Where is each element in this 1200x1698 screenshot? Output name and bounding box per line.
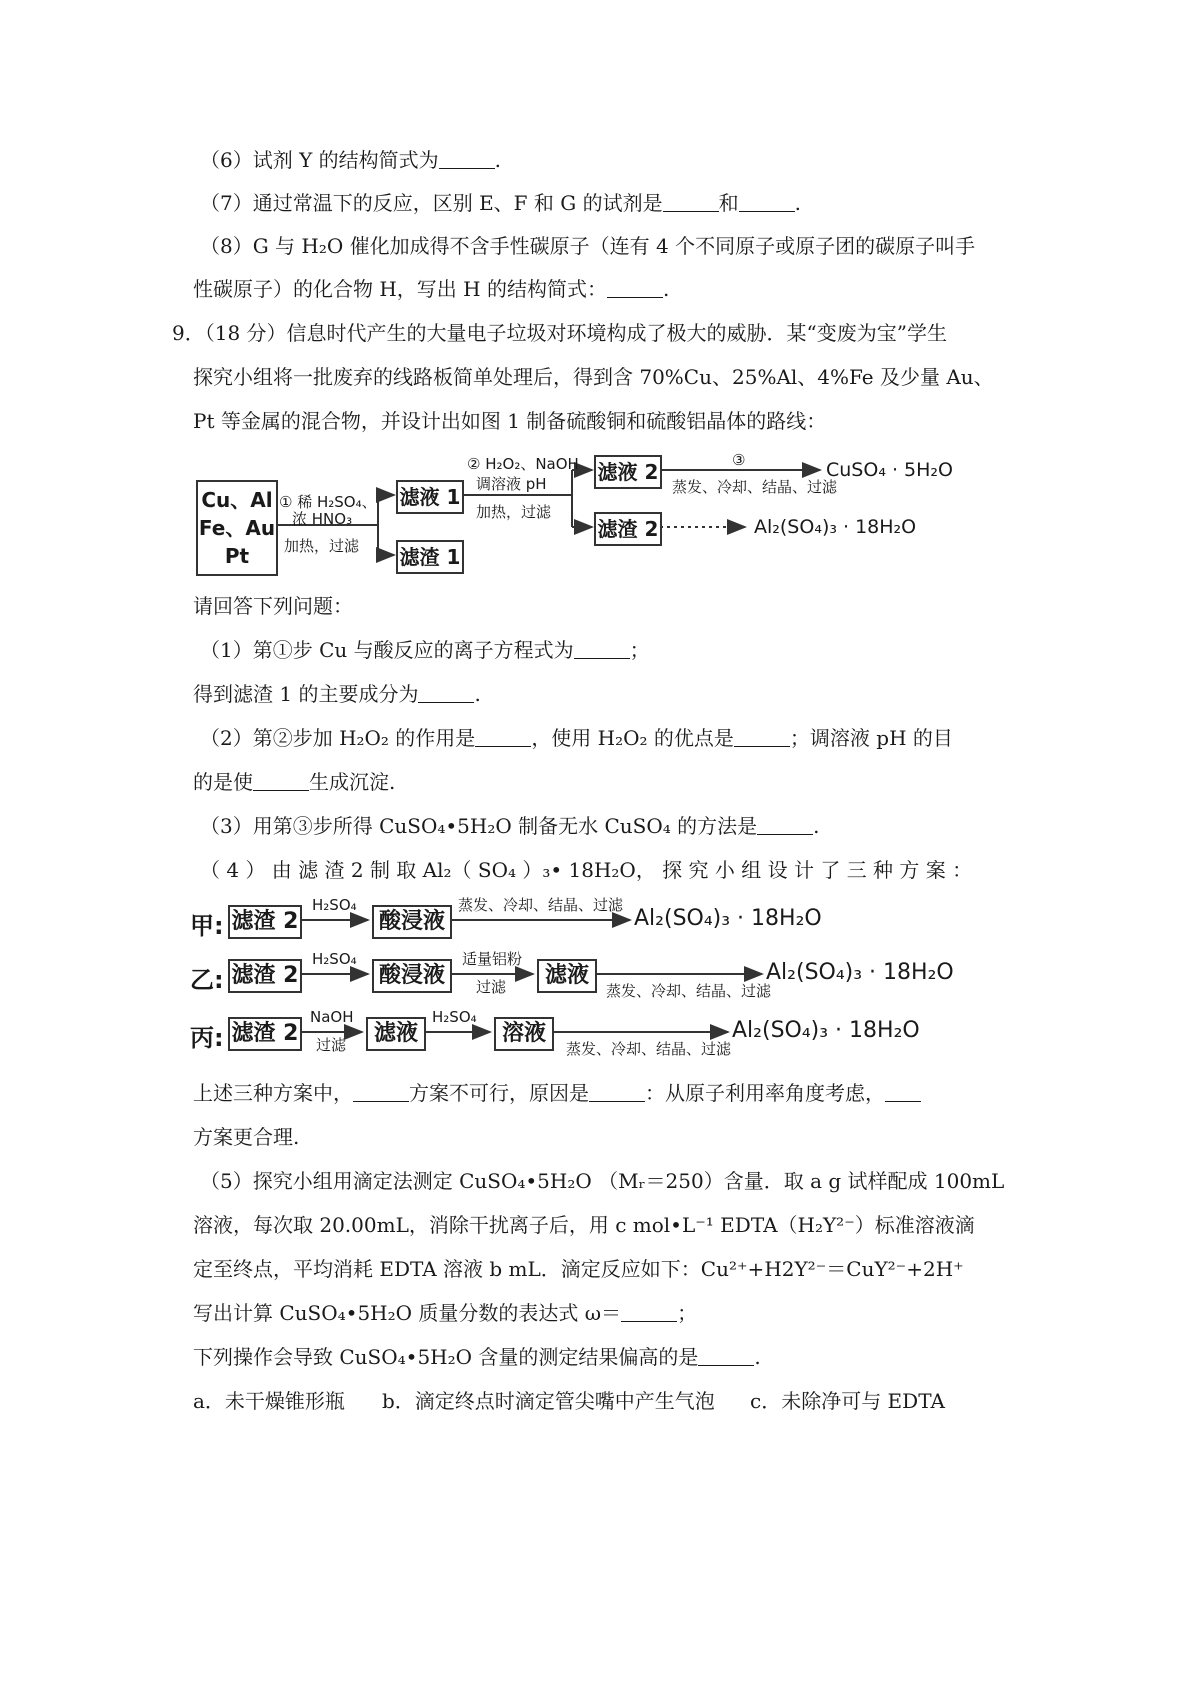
scheme-a-label: 甲: — [190, 912, 224, 940]
p4b-line-2: 方案更合理. — [193, 1125, 300, 1149]
p5-line-a: （5）探究小组用滴定法测定 CuSO₄•5H₂O （Mᵣ＝250）含量．取 a g 试样配成 100mL — [200, 1169, 1005, 1193]
step2-condition: 加热，过滤 — [476, 503, 552, 521]
scheme-c-reagent2: H₂SO₄ — [432, 1008, 477, 1026]
start-materials-box: Cu、Al Fe、Au Pt — [196, 480, 278, 576]
product-cuso4: CuSO₄ · 5H₂O — [826, 459, 954, 481]
p4b-line: 上述三种方案中， 方案不可行，原因是 ：从原子利用率角度考虑， — [193, 1080, 921, 1106]
scheme-c-box3: 溶液 — [494, 1017, 554, 1051]
scheme-a-product: Al₂(SO₄)₃ · 18H₂O — [634, 906, 822, 931]
p4-line: （ 4 ） 由 滤 渣 2 制 取 Al₂（ SO₄ ）₃• 18H₂O， 探 究 小 组 设 计 了 三 种 方 案 ： — [200, 858, 973, 882]
filtrate-2-box: 滤液 2 — [594, 455, 662, 489]
scheme-a-box2: 酸浸液 — [372, 905, 452, 939]
q8-line1: （8）G 与 H₂O 催化加成得不含手性碳原子（连有 4 个不同原子或原子团的碳原子叫手 — [200, 234, 976, 258]
step2-operation: 调溶液 pH — [476, 475, 547, 493]
option-c: c．未除净可与 EDTA — [750, 1389, 945, 1413]
scheme-c-box1: 滤渣 2 — [228, 1017, 302, 1051]
scheme-b-reagent1: H₂SO₄ — [312, 950, 357, 968]
step1-condition: 加热，过滤 — [284, 537, 360, 555]
p5-line-e: 下列操作会导致 CuSO₄•5H₂O 含量的测定结果偏高的是 . — [193, 1345, 761, 1369]
q6-line: （6）试剂 Y 的结构简式为 . — [200, 148, 502, 172]
scheme-b-box1: 滤渣 2 — [228, 959, 302, 993]
q8-line2: 性碳原子）的化合物 H，写出 H 的结构简式： . — [193, 277, 670, 301]
residue-2-box: 滤渣 2 — [594, 512, 662, 546]
answer-blank — [353, 1083, 409, 1102]
scheme-b-box2: 酸浸液 — [372, 959, 452, 993]
scheme-b-reagent3: 蒸发、冷却、结晶、过滤 — [606, 982, 772, 1000]
p1-line-a: （1）第①步 Cu 与酸反应的离子方程式为 ； — [200, 638, 650, 662]
scheme-b-reagent2-op: 过滤 — [476, 978, 507, 996]
scheme-c-product: Al₂(SO₄)₃ · 18H₂O — [732, 1018, 920, 1043]
q9-line1: 9．（18 分）信息时代产生的大量电子垃圾对环境构成了极大的威胁．某“变废为宝”学生 — [172, 321, 947, 345]
step2-reagent: ② H₂O₂、NaOH — [467, 455, 579, 473]
step1-reagent-2: 浓 HNO₃ — [292, 510, 353, 528]
scheme-a-reagent2: 蒸发、冷却、结晶、过滤 — [458, 896, 624, 914]
step3-label: ③ — [732, 451, 746, 469]
scheme-a-reagent1: H₂SO₄ — [312, 896, 357, 914]
scheme-b-label: 乙: — [190, 966, 224, 994]
p2-line-a: （2）第②步加 H₂O₂ 的作用是 ，使用 H₂O₂ 的优点是 ；调溶液 pH 的目 — [200, 726, 953, 750]
scheme-b-reagent2: 适量铝粉 — [462, 950, 523, 968]
q9-line3: Pt 等金属的混合物，并设计出如图 1 制备硫酸铜和硫酸铝晶体的路线： — [193, 409, 827, 433]
answer-blank — [885, 1083, 921, 1102]
option-b: b．滴定终点时滴定管尖嘴中产生气泡 — [382, 1389, 715, 1413]
scheme-b-box3: 滤液 — [537, 959, 597, 993]
p3-line: （3）用第③步所得 CuSO₄•5H₂O 制备无水 CuSO₄ 的方法是 . — [200, 814, 820, 838]
scheme-c-reagent1: NaOH — [310, 1008, 354, 1026]
answer-blank — [589, 1083, 645, 1102]
p5-line-d: 写出计算 CuSO₄•5H₂O 质量分数的表达式 ω＝ ； — [193, 1301, 698, 1325]
scheme-c-reagent1-op: 过滤 — [316, 1036, 347, 1054]
filtrate-1-box: 滤液 1 — [396, 480, 464, 514]
p1-line-b: 得到滤渣 1 的主要成分为 . — [193, 682, 481, 706]
scheme-c-reagent3: 蒸发、冷却、结晶、过滤 — [566, 1040, 732, 1058]
step1-reagent: ① 稀 H₂SO₄、 — [279, 493, 377, 511]
option-a: a．未干燥锥形瓶 — [193, 1389, 345, 1413]
p5-line-c: 定至终点，平均消耗 EDTA 溶液 b mL．滴定反应如下：Cu²⁺+H2Y²⁻＝CuY²⁻+2H⁺ — [193, 1257, 964, 1281]
answer-blank — [621, 1303, 677, 1322]
product-al2so43: Al₂(SO₄)₃ · 18H₂O — [754, 516, 917, 538]
p2-line-b: 的是使 生成沉淀. — [193, 770, 396, 794]
step3-condition: 蒸发、冷却、结晶、过滤 — [672, 478, 838, 496]
ask-line: 请回答下列问题： — [193, 594, 353, 618]
scheme-b-product: Al₂(SO₄)₃ · 18H₂O — [766, 960, 954, 985]
scheme-a-box1: 滤渣 2 — [228, 905, 302, 939]
q9-line2: 探究小组将一批废弃的线路板简单处理后，得到含 70%Cu、25%Al、4%Fe 及少量 Au、 — [193, 365, 994, 389]
p5-line-b: 溶液，每次取 20.00mL，消除干扰离子后，用 c mol•L⁻¹ EDTA（H₂Y²⁻）标准溶液滴 — [193, 1213, 975, 1237]
answer-blank — [698, 1347, 754, 1366]
residue-1-box: 滤渣 1 — [396, 540, 464, 574]
q7-line: （7）通过常温下的反应，区别 E、F 和 G 的试剂是 和 . — [200, 191, 801, 215]
scheme-c-box2: 滤液 — [366, 1017, 426, 1051]
scheme-c-label: 丙: — [190, 1024, 224, 1052]
